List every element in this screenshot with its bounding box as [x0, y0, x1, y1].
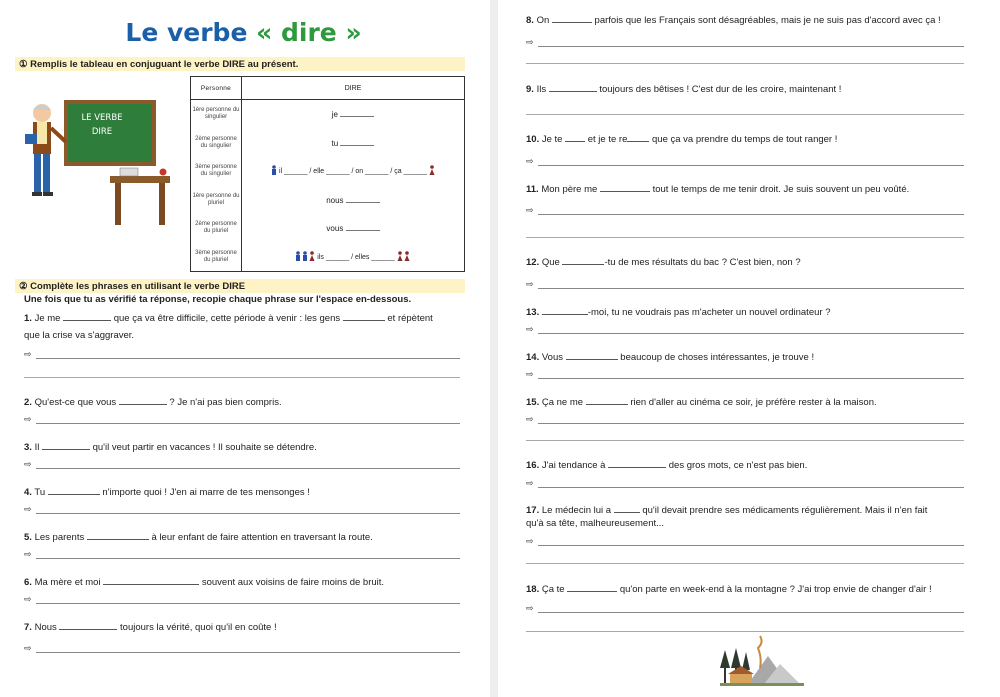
answer-blank[interactable]	[119, 395, 167, 405]
board-text-line2: DIRE	[91, 127, 113, 137]
man-icon	[271, 165, 277, 177]
answer-line[interactable]: ⇨	[526, 603, 964, 615]
title-part2: « dire »	[256, 18, 362, 47]
answer-blank[interactable]	[542, 305, 588, 315]
answer-blank[interactable]	[549, 82, 597, 92]
answer-blank[interactable]	[48, 485, 100, 495]
answer-blank[interactable]	[552, 13, 592, 23]
person-label: 1ère personne du singulier	[191, 100, 242, 129]
teacher-illustration	[20, 96, 180, 231]
table-row	[191, 214, 465, 242]
question-2: 2. Qu'est-ce que vous ? Je n'ai pas bien compris.	[24, 397, 282, 408]
answer-line[interactable]: ⇨	[526, 414, 964, 426]
question-17-cont: qu'à sa tête, malheureusement...	[526, 518, 665, 529]
question-15: 15. Ça ne me rien d'aller au cinéma ce soir, je préfère rester à la maison.	[526, 397, 877, 408]
exercise2-subinstruction: Une fois que tu as vérifié ta réponse, recopie chaque phrase sur l'espace en-dessous.	[24, 294, 412, 305]
question-1: 1. Je me que ça va être difficile, cette période à venir : les gens et répètent	[24, 313, 433, 324]
group-men-icon	[295, 251, 315, 263]
answer-blank[interactable]	[600, 182, 650, 192]
answer-line[interactable]: ⇨	[24, 349, 460, 361]
answer-blank[interactable]	[59, 620, 117, 630]
question-14: 14. Vous beaucoup de choses intéressantes, je trouve !	[526, 352, 815, 363]
question-9: 9. Ils toujours des bêtises ! C'est dur de les croire, maintenant !	[526, 84, 842, 95]
exercise1-instruction: ① Remplis le tableau en conjuguant le verbe DIRE au présent.	[15, 57, 465, 71]
table-row	[191, 185, 465, 213]
answer-blank[interactable]	[614, 503, 640, 513]
answer-blank[interactable]	[63, 311, 111, 321]
answer-line[interactable]: ⇨	[526, 156, 964, 168]
answer-line-extra[interactable]	[526, 631, 964, 632]
answer-line[interactable]: ⇨	[24, 594, 460, 606]
answer-line[interactable]: ⇨	[24, 549, 460, 561]
question-5: 5. Les parents à leur enfant de faire attention en traversant la route.	[24, 532, 373, 543]
answer-blank[interactable]	[42, 440, 90, 450]
table-row	[191, 129, 465, 157]
right-page	[500, 0, 1000, 697]
question-12: 12. Que -tu de mes résultats du bac ? C'est bien, non ?	[526, 257, 801, 268]
answer-line[interactable]: ⇨	[526, 478, 964, 490]
answer-line[interactable]: ⇨	[526, 279, 964, 291]
exercise2-instruction: ② Complète les phrases en utilisant le verbe DIRE	[15, 279, 465, 293]
woman-icon	[429, 165, 435, 177]
answer-blank[interactable]	[608, 458, 666, 468]
answer-line[interactable]: ⇨	[24, 414, 460, 426]
pronoun-cell[interactable]: vous	[242, 214, 465, 242]
answer-line[interactable]: ⇨	[526, 37, 964, 49]
answer-blank[interactable]	[566, 350, 618, 360]
answer-line[interactable]: ⇨	[24, 459, 460, 471]
pronoun-cell[interactable]: il ______ / elle ______ / on ______ / ça ______	[242, 157, 465, 185]
answer-blank[interactable]	[343, 311, 385, 321]
answer-blank[interactable]	[627, 132, 649, 142]
person-label: 2ème personne du pluriel	[191, 214, 242, 242]
question-16: 16. J'ai tendance à des gros mots, ce n'est pas bien.	[526, 460, 808, 471]
person-label: 3ème personne du singulier	[191, 157, 242, 185]
question-17: 17. Le médecin lui a qu'il devait prendre ses médicaments régulièrement. Mais il n'en fait	[526, 505, 928, 516]
group-women-icon	[397, 251, 411, 263]
answer-blank[interactable]	[562, 255, 604, 265]
answer-line[interactable]: ⇨	[24, 504, 460, 516]
answer-line[interactable]: ⇨	[24, 643, 460, 655]
answer-blank[interactable]	[567, 582, 617, 592]
question-13: 13. -moi, tu ne voudrais pas m'acheter un nouvel ordinateur ?	[526, 307, 831, 318]
table-row	[191, 242, 465, 271]
question-7: 7. Nous toujours la vérité, quoi qu'il en coûte !	[24, 622, 277, 633]
pronoun-cell[interactable]: tu	[242, 129, 465, 157]
pronoun-cell[interactable]: je	[242, 100, 465, 129]
person-label: 1ère personne du pluriel	[191, 185, 242, 213]
answer-line[interactable]: ⇨	[526, 324, 964, 336]
question-11: 11. Mon père me tout le temps de me tenir droit. Je suis souvent un peu voûté.	[526, 184, 910, 195]
table-row	[191, 157, 465, 185]
answer-line[interactable]: ⇨	[526, 369, 964, 381]
question-6: 6. Ma mère et moi souvent aux voisins de faire moins de bruit.	[24, 577, 385, 588]
question-1-cont: que la crise va s'aggraver.	[24, 330, 135, 341]
page-divider	[490, 0, 498, 697]
answer-line-extra[interactable]	[526, 63, 964, 64]
answer-blank[interactable]	[87, 530, 149, 540]
question-3: 3. Il qu'il veut partir en vacances ! Il souhaite se détendre.	[24, 442, 317, 453]
title-part1: Le verbe	[125, 18, 248, 47]
pronoun-cell[interactable]: ils ______ / elles ______	[242, 242, 465, 271]
answer-line[interactable]: ⇨	[526, 536, 964, 548]
header-verb: DIRE	[242, 77, 465, 100]
answer-line-extra[interactable]	[24, 377, 460, 378]
answer-blank[interactable]	[103, 575, 199, 585]
person-label: 3ème personne du pluriel	[191, 242, 242, 271]
answer-blank[interactable]	[565, 132, 585, 142]
question-4: 4. Tu n'importe quoi ! J'en ai marre de tes mensonges !	[24, 487, 310, 498]
question-10: 10. Je te et je te re que ça va prendre du temps de tout ranger !	[526, 134, 838, 145]
table-row	[191, 100, 465, 129]
answer-blank[interactable]	[586, 395, 628, 405]
answer-line-extra[interactable]	[526, 440, 964, 441]
answer-line[interactable]: ⇨	[526, 205, 964, 217]
answer-line-extra[interactable]	[526, 114, 964, 115]
board-text-line1: LE VERBE	[81, 113, 123, 123]
header-person: Personne	[191, 77, 242, 100]
question-18: 18. Ça te qu'on parte en week-end à la montagne ? J'ai trop envie de changer d'air !	[526, 584, 932, 595]
answer-line-extra[interactable]	[526, 563, 964, 564]
answer-line-extra[interactable]	[526, 237, 964, 238]
person-label: 2ème personne du singulier	[191, 129, 242, 157]
conjugation-table	[190, 76, 465, 272]
left-page	[0, 0, 487, 697]
question-8: 8. On parfois que les Français sont désagréables, mais je ne suis pas d'accord avec ça !	[526, 15, 941, 26]
pronoun-cell[interactable]: nous	[242, 185, 465, 213]
page-title	[0, 18, 487, 47]
mountain-cabin-illustration	[720, 634, 804, 686]
